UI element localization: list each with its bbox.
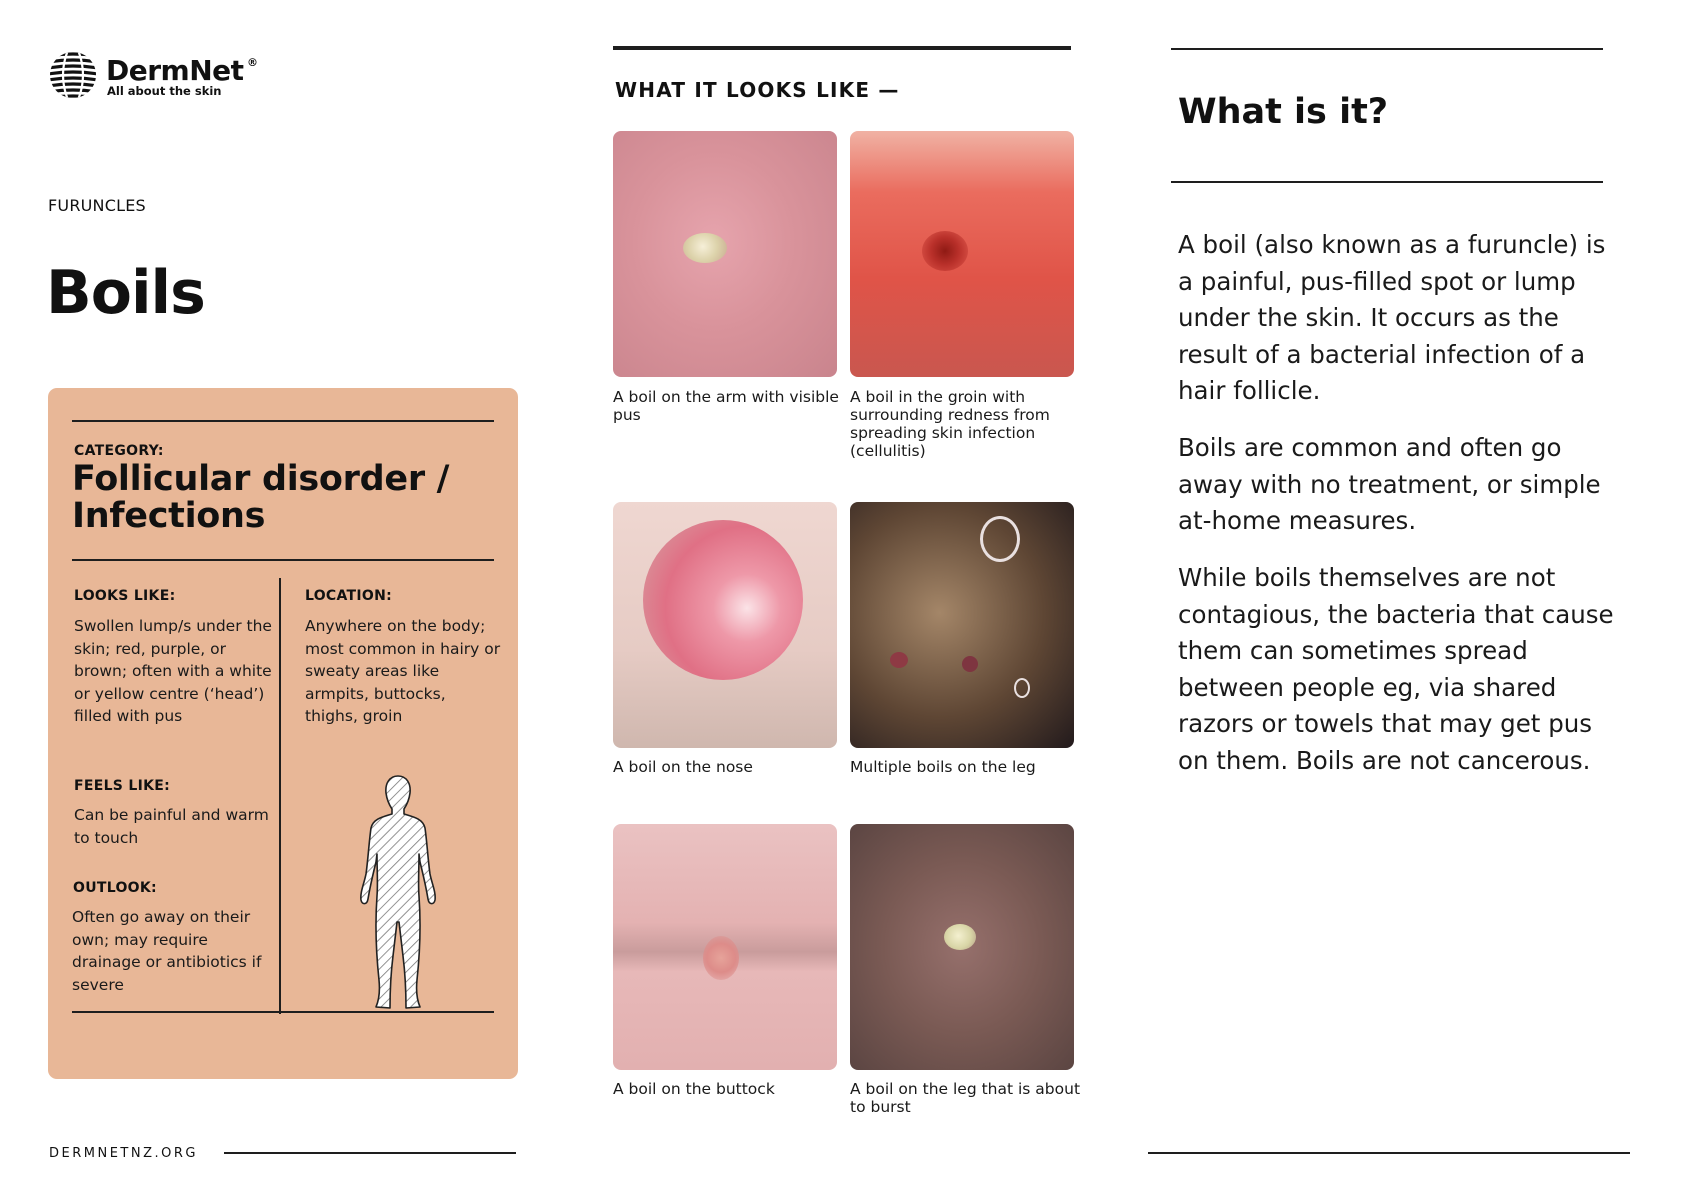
right-title-rule <box>1171 181 1603 183</box>
registered-mark: ® <box>247 56 258 69</box>
page-title: Boils <box>46 258 205 328</box>
card-mid-rule <box>72 559 494 561</box>
footer-website[interactable]: DERMNETNZ.ORG <box>49 1146 198 1161</box>
feels-like-label: FEELS LIKE: <box>74 778 171 794</box>
caption-boil-arm: A boil on the arm with visible pus <box>613 388 839 424</box>
category-label: CATEGORY: <box>74 443 164 459</box>
photo-boils-leg[interactable] <box>850 502 1074 748</box>
footer-right-rule <box>1148 1152 1630 1154</box>
looks-like-text: Swollen lump/s under the skin; red, purple, or brown; often with a white or yellow centre (‘head’) filled with pus <box>74 617 272 725</box>
caption-boil-groin: A boil in the groin with surrounding redness from spreading skin infection (cellulitis) <box>850 388 1050 460</box>
lesion <box>922 231 968 271</box>
category-value: Follicular disorder / Infections <box>72 459 450 536</box>
outlook-label: OUTLOOK: <box>73 880 157 896</box>
card-bottom-rule <box>72 1011 494 1013</box>
globe-logo-icon <box>48 50 98 100</box>
lesion <box>683 233 727 263</box>
lesion <box>1014 678 1030 698</box>
card-column-divider <box>279 578 281 1014</box>
brand-tagline: All about the skin <box>107 84 222 98</box>
photo-boil-groin[interactable] <box>850 131 1074 377</box>
info-title: What is it? <box>1178 92 1389 132</box>
lesion <box>980 516 1020 562</box>
caption-boil-nose: A boil on the nose <box>613 758 753 776</box>
info-paragraph-2: Boils are common and often go away with no treatment, or simple at-home measures. <box>1178 433 1601 535</box>
outlook-text: Often go away on their own; may require drainage or antibiotics if severe <box>72 908 262 994</box>
photo-boil-arm[interactable] <box>613 131 837 377</box>
info-paragraph-1: A boil (also known as a furuncle) is a painful, pus-filled spot or lump under the skin. It occurs as the result of a bacterial infection of a hair follicle. <box>1178 230 1606 405</box>
footer-left-rule <box>224 1152 516 1154</box>
feels-like-text: Can be painful and warm to touch <box>74 806 269 847</box>
location-text: Anywhere on the body; most common in hairy or sweaty areas like armpits, buttocks, thighs, groin <box>305 617 501 725</box>
lesion <box>962 656 978 672</box>
lesion <box>890 652 908 668</box>
body-figure-icon <box>356 774 440 1012</box>
card-top-rule <box>72 420 494 422</box>
photo-boil-leg-burst[interactable] <box>850 824 1074 1070</box>
page-kicker: FURUNCLES <box>48 196 146 215</box>
lesion <box>703 936 739 980</box>
caption-boils-leg: Multiple boils on the leg <box>850 758 1036 776</box>
gallery-heading: WHAT IT LOOKS LIKE — <box>615 78 900 102</box>
caption-boil-leg-burst: A boil on the leg that is about to burst <box>850 1080 1081 1116</box>
lesion <box>643 520 803 680</box>
summary-card <box>48 388 518 1079</box>
location-label: LOCATION: <box>305 588 393 604</box>
middle-top-rule <box>613 46 1071 50</box>
caption-boil-buttock: A boil on the buttock <box>613 1080 775 1098</box>
photo-boil-nose[interactable] <box>613 502 837 748</box>
lesion <box>944 924 976 950</box>
info-paragraph-3: While boils themselves are not contagious, the bacteria that cause them can sometimes spread between people eg, via shared razors or towels that may get pus on them. Boils are not cancerous. <box>1178 563 1614 775</box>
right-top-rule <box>1171 48 1603 50</box>
photo-boil-buttock[interactable] <box>613 824 837 1070</box>
looks-like-label: LOOKS LIKE: <box>74 588 176 604</box>
brand-name: DermNet <box>106 54 244 87</box>
dermnet-logo[interactable] <box>48 50 278 102</box>
